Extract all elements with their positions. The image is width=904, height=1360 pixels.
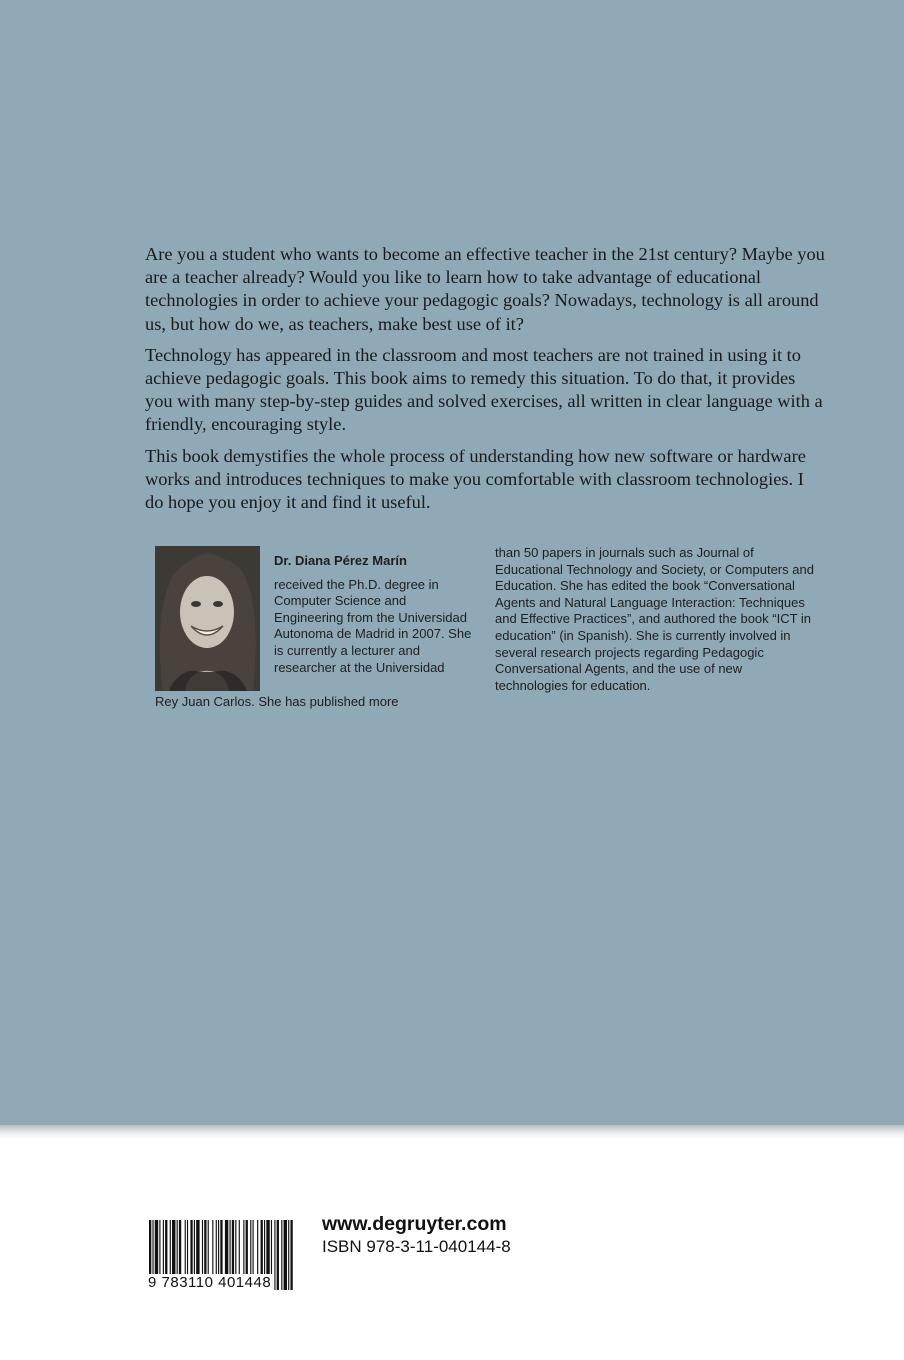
author-bio-column-1 xyxy=(274,553,474,676)
cover-shadow xyxy=(0,1125,904,1139)
author-photo xyxy=(155,546,260,691)
barcode-digits: 9 783110 401448 xyxy=(148,1274,272,1291)
isbn-number: ISBN 978-3-11-040144-8 xyxy=(322,1237,511,1256)
blurb-paragraph-2: Technology has appeared in the classroom and most teachers are not trained in using it to achieve pedagogic goals. This book aims to remedy this situation. To do that, it provides you with many step-by-step guides and solved exercises, all written in clear language with a friendly, encouraging style. xyxy=(145,344,823,435)
back-cover-blurb xyxy=(145,243,825,522)
publisher-url[interactable]: www.degruyter.com xyxy=(322,1213,507,1235)
blurb-paragraph-1: Are you a student who wants to become an effective teacher in the 21st century? Maybe you are a teacher already? Would you like to learn how to take advantage of educational technologies in order to achieve your pedagogic goals? Nowadays, technology is all around us, but how do we, as teachers, make best use of it? xyxy=(145,244,825,334)
author-portrait-icon xyxy=(155,546,260,691)
author-name: Dr. Diana Pérez Marín xyxy=(274,553,407,568)
author-bio-continuation: Rey Juan Carlos. She has published more xyxy=(155,694,399,709)
author-bio-text-1: received the Ph.D. degree in Computer Science and Engineering from the Universidad Autonoma de Madrid in 2007. She is currently a lecturer and researcher at the Universidad xyxy=(274,576,472,675)
author-bio-column-2: than 50 papers in journals such as Journal of Educational Technology and Society, or Computers and Education. She has edited the book “Conversational Agents and Natural Language Interaction: Techniques and Effective Practices”, and authored the book “ICT in education” (in Spanish). She is currently involved in several research projects regarding Pedagogic Conversational Agents, and the use of new technologies for education. xyxy=(495,545,814,693)
blurb-paragraph-3: This book demystifies the whole process of understanding how new software or hardware works and introduces techniques to make you comfortable with classroom technologies. I do hope you enjoy it and find it useful. xyxy=(145,445,806,513)
publisher-info xyxy=(322,1212,511,1258)
